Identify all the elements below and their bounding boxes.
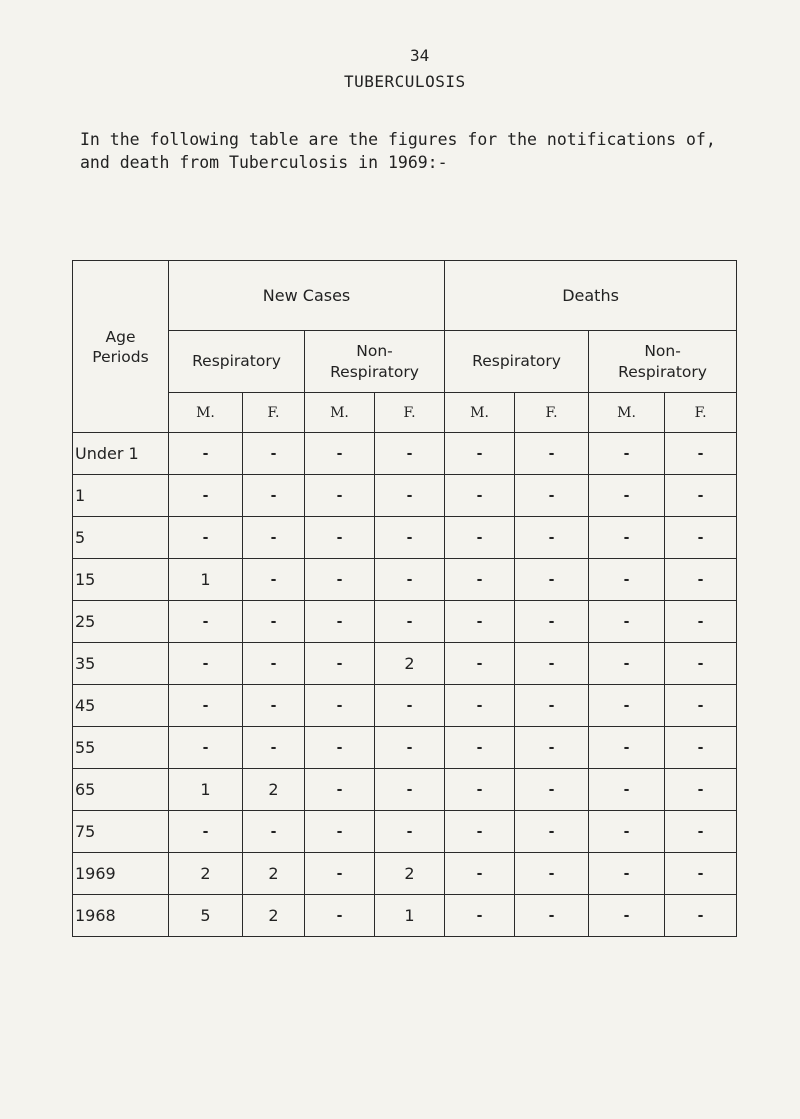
value-cell: - (305, 559, 375, 601)
value-cell: - (589, 559, 665, 601)
sex-header-cell: M. (169, 393, 243, 433)
age-period-cell: 1968 (73, 895, 169, 937)
page-number: 34 (410, 46, 430, 65)
value-cell: - (169, 433, 243, 475)
value-cell: - (589, 601, 665, 643)
value-cell: - (665, 643, 737, 685)
table-row (73, 643, 737, 685)
sex-header-cell: F. (515, 393, 589, 433)
value-cell: - (375, 727, 445, 769)
value-cell: - (665, 517, 737, 559)
value-cell: - (375, 601, 445, 643)
sex-header-cell: F. (375, 393, 445, 433)
value-cell: - (515, 643, 589, 685)
age-period-cell: Under 1 (73, 433, 169, 475)
value-cell: - (665, 601, 737, 643)
value-cell: - (515, 601, 589, 643)
table-row (73, 895, 737, 937)
sex-header-row (73, 393, 737, 433)
value-cell: - (375, 559, 445, 601)
value-cell: - (169, 475, 243, 517)
value-cell: - (169, 811, 243, 853)
table-row (73, 853, 737, 895)
value-cell: 5 (169, 895, 243, 937)
value-cell: - (445, 895, 515, 937)
value-cell: - (665, 433, 737, 475)
value-cell: - (305, 433, 375, 475)
new-cases-respiratory-header: Respiratory (169, 331, 305, 393)
value-cell: - (243, 517, 305, 559)
value-cell: - (515, 769, 589, 811)
value-cell: - (305, 727, 375, 769)
value-cell: 1 (169, 769, 243, 811)
value-cell: - (305, 601, 375, 643)
table-row (73, 517, 737, 559)
sex-header-cell: M. (589, 393, 665, 433)
value-cell: - (665, 853, 737, 895)
value-cell: - (445, 853, 515, 895)
value-cell: - (375, 517, 445, 559)
value-cell: - (589, 769, 665, 811)
table-row (73, 559, 737, 601)
value-cell: - (665, 559, 737, 601)
value-cell: - (445, 769, 515, 811)
value-cell: 2 (375, 853, 445, 895)
value-cell: - (243, 433, 305, 475)
value-cell: - (589, 685, 665, 727)
table-row (73, 601, 737, 643)
value-cell: - (243, 475, 305, 517)
value-cell: - (589, 811, 665, 853)
value-cell: 2 (375, 643, 445, 685)
value-cell: - (589, 727, 665, 769)
age-period-cell: 1969 (73, 853, 169, 895)
value-cell: - (305, 685, 375, 727)
table-row (73, 475, 737, 517)
value-cell: - (589, 643, 665, 685)
value-cell: - (665, 685, 737, 727)
value-cell: - (445, 475, 515, 517)
value-cell: - (589, 517, 665, 559)
value-cell: - (169, 601, 243, 643)
new-cases-non-respiratory-header: Non- Respiratory (305, 331, 445, 393)
value-cell: - (305, 475, 375, 517)
value-cell: - (243, 811, 305, 853)
value-cell: - (243, 601, 305, 643)
age-period-cell: 65 (73, 769, 169, 811)
value-cell: - (445, 643, 515, 685)
value-cell: - (515, 433, 589, 475)
value-cell: - (445, 559, 515, 601)
value-cell: - (243, 559, 305, 601)
age-periods-header (73, 261, 169, 433)
value-cell: 1 (169, 559, 243, 601)
age-period-cell: 35 (73, 643, 169, 685)
age-period-cell: 1 (73, 475, 169, 517)
value-cell: - (515, 559, 589, 601)
deaths-header: Deaths (445, 261, 737, 331)
deaths-respiratory-header: Respiratory (445, 331, 589, 393)
value-cell: - (169, 643, 243, 685)
age-period-cell: 15 (73, 559, 169, 601)
value-cell: - (445, 685, 515, 727)
value-cell: - (305, 895, 375, 937)
age-period-cell: 45 (73, 685, 169, 727)
value-cell: - (665, 475, 737, 517)
value-cell: - (243, 727, 305, 769)
value-cell: - (445, 811, 515, 853)
value-cell: - (305, 643, 375, 685)
value-cell: - (305, 769, 375, 811)
age-period-cell: 55 (73, 727, 169, 769)
deaths-non-respiratory-header: Non- Respiratory (589, 331, 737, 393)
value-cell: 2 (243, 853, 305, 895)
value-cell: - (169, 517, 243, 559)
value-cell: - (375, 769, 445, 811)
value-cell: - (515, 811, 589, 853)
age-period-cell: 25 (73, 601, 169, 643)
value-cell: - (445, 433, 515, 475)
value-cell: - (515, 517, 589, 559)
value-cell: - (589, 433, 665, 475)
value-cell: - (243, 643, 305, 685)
value-cell: - (375, 433, 445, 475)
value-cell: - (665, 895, 737, 937)
intro-paragraph: In the following table are the figures for the notifications of, and death from Tuberculosis in 1969:- (80, 130, 716, 172)
value-cell: - (375, 811, 445, 853)
table-body (73, 433, 737, 937)
value-cell: - (445, 517, 515, 559)
value-cell: - (375, 475, 445, 517)
value-cell: - (445, 727, 515, 769)
value-cell: - (665, 727, 737, 769)
value-cell: - (305, 517, 375, 559)
value-cell: - (515, 685, 589, 727)
tuberculosis-table (72, 260, 737, 937)
value-cell: 2 (243, 895, 305, 937)
page-heading: TUBERCULOSIS (344, 72, 466, 91)
value-cell: - (445, 601, 515, 643)
value-cell: - (169, 727, 243, 769)
value-cell: 2 (169, 853, 243, 895)
value-cell: - (665, 811, 737, 853)
value-cell: - (589, 853, 665, 895)
sex-header-cell: F. (243, 393, 305, 433)
sex-header-cell: M. (305, 393, 375, 433)
value-cell: - (515, 853, 589, 895)
value-cell: - (589, 895, 665, 937)
table-row (73, 433, 737, 475)
value-cell: - (305, 811, 375, 853)
value-cell: - (515, 895, 589, 937)
table-row (73, 769, 737, 811)
value-cell: - (375, 685, 445, 727)
age-period-cell: 75 (73, 811, 169, 853)
sex-header-cell: F. (665, 393, 737, 433)
sex-header-cell: M. (445, 393, 515, 433)
value-cell: 2 (243, 769, 305, 811)
age-periods-label: Age Periods (92, 327, 149, 366)
value-cell: - (515, 727, 589, 769)
value-cell: - (665, 769, 737, 811)
value-cell: - (243, 685, 305, 727)
value-cell: - (589, 475, 665, 517)
value-cell: - (169, 685, 243, 727)
table-row (73, 685, 737, 727)
new-cases-header: New Cases (169, 261, 445, 331)
value-cell: - (305, 853, 375, 895)
table-row (73, 811, 737, 853)
value-cell: - (515, 475, 589, 517)
age-period-cell: 5 (73, 517, 169, 559)
table-row (73, 727, 737, 769)
value-cell: 1 (375, 895, 445, 937)
